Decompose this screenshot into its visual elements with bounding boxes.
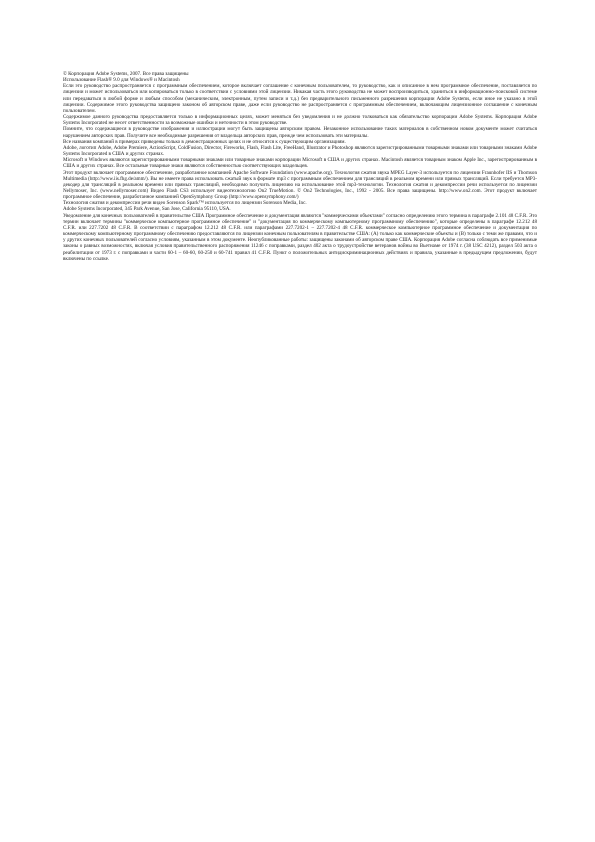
copyright-line: © Корпорация Adobe Systems, 2007. Все права защищены: [63, 71, 189, 77]
artwork-paragraph: Помните, что содержащиеся в руководстве изображения и иллюстрации могут быть защищены авторским правом. Незаконное использование таких материалов в собственном новом документе может считаться нарушением авторских прав. Получите все необходимые разрешения от владельца авторских прав, прежде чем использовать эти материалы.: [63, 126, 537, 139]
license-paragraph: Если это руководство распространяется с программным обеспечением, которое включает соглашение с конечным пользователем, то руководство, как и описанное в нем программное обеспечение, поставляется по лицензии и может использоваться или копироваться только в соответствии с условиями этой лицензии. Никакая часть этого руководства не может воспроизводиться, храниться в информационно-поисковой системе или передаваться в любой форме и любым способом (механическим, электронным, путем записи и т.д.) без предварительного письменного разрешения корпорации Adobe Systems, если иное не указано в этой лицензии. Содержимое этого руководства защищено законом об авторском праве, даже если руководство не распространяется с программным обеспечением, включающим лицензионное соглашение с конечным пользователем.: [63, 83, 537, 114]
microsoft-trademarks-paragraph: Microsoft и Windows являются зарегистрированными товарными знаками или товарные знаками корпорации Microsoft в США и других странах. Macintosh является товарным знаком Apple Inc., зарегистрированным в США и других странах. Все остальные товарные знаки являются собственностью соответствующих владельцев.: [63, 157, 537, 170]
government-notice-paragraph: Уведомление для конечных пользователей в правительстве США Программное обеспечение и документация являются "коммерческими объектами" согласно определению этого термина в параграфе 2.101 48 C.F.R. Это термин включает термины "коммерческое компьютерное программное обеспечение" и "документация по коммерческому компьютерному программному обеспечению", которые определены в параграфе 12.212 48 C.F.R. или 227.7202 48 C.F.R. В соответствии с параграфом 12.212 48 C.F.R. или параграфами 227.7202-1 – 227.7202-4 48 C.F.R. коммерческое компьютерное программное обеспечение и документация по коммерческому компьютерному программному обеспечению предоставляются по лицензии конечным пользователям в правительстве США: (A) только как коммерческие объекты и (B) только с теми же правами, что и у других конечных пользователей согласно условиям, указанным в этом документе. Неопубликованные работы: защищены законами об авторском праве США. Корпорация Adobe согласна соблюдать все применимые законы о равных возможностях, включая условия правительственного распоряжения 11246 с поправками, раздел 402 акта о трудоустройстве ветеранов войны во Вьетнаме от 1974 г. (38 USC 4212), раздел 503 акта о реабилитации от 1973 г. с поправками и части 60-1 – 60-60, 60-250 и 60-741 правил 41 C.F.R. Пункт о положительных антидискриминационных действиях и правила, указанные в предыдущем предложении, будут включены по ссылке.: [63, 212, 537, 262]
product-title: Использование Flash® 9.0 для Windows® и Macintosh: [63, 77, 180, 84]
third-party-paragraph: Этот продукт включает программное обеспечение, разработанное компанией Apache Software Foundation (www.apache.org). Технология сжатия звука MPEG Layer-3 используется по лицензии Fraunhofer IIS и Thomson Multimedia (http://www.iis.fhg.de/amm/). Вы не имеете права использовать сжатый звук в формате mp3 с программным обеспечением для трансляций в реальном времени или прямых трансляций. Если требуется MP3-декодер для трансляций в реальном времени или прямых трансляций, необходимо получить лицензию на использование этой mp3-технологии. Технология сжатия и декомпрессии речи используется по лицензии Nellymoser, Inc. (www.nellymoser.com) Видео Flash CS3 использует видеотехнологию On2 TrueMotion. © On2 Technologies, Inc., 1992 - 2005. Все права защищены. http://www.on2.com. Этот продукт включает программное обеспечение, разработанное компанией OpenSymphony Group (http://www.opensymphony.com/): [63, 169, 537, 201]
companies-paragraph: Все названия компаний в примерах приведены только в демонстрационных целях и не относятся к существующим организациям.: [63, 138, 346, 145]
adobe-trademarks-paragraph: Adobe, логотип Adobe, Adobe Premiere, ActionScript, ColdFusion, Director, Fireworks, Flash, Flash Lite, FreeHand, Illustrator и Photoshop являются зарегистрированными товарными знаками или товарными знаками Adobe Systems Incorporated в США и других странах.: [63, 144, 537, 158]
address-line: Adobe Systems Incorporated, 345 Park Avenue, San Jose, California 95110, USA.: [63, 206, 231, 213]
informational-paragraph: Содержимое данного руководства предоставляется только в информационных целях, может меняться без уведомления и не должно толковаться как обязательство корпорации Adobe Systems. Корпорация Adobe Systems Incorporated не несет ответственности за возможные ошибки и неточности в этом руководстве.: [63, 114, 537, 127]
sorenson-paragraph: Технология сжатия и декомпрессии речи видео Sorenson Spark™ используется по лицензии Sorenson Media, Inc.: [63, 200, 307, 207]
